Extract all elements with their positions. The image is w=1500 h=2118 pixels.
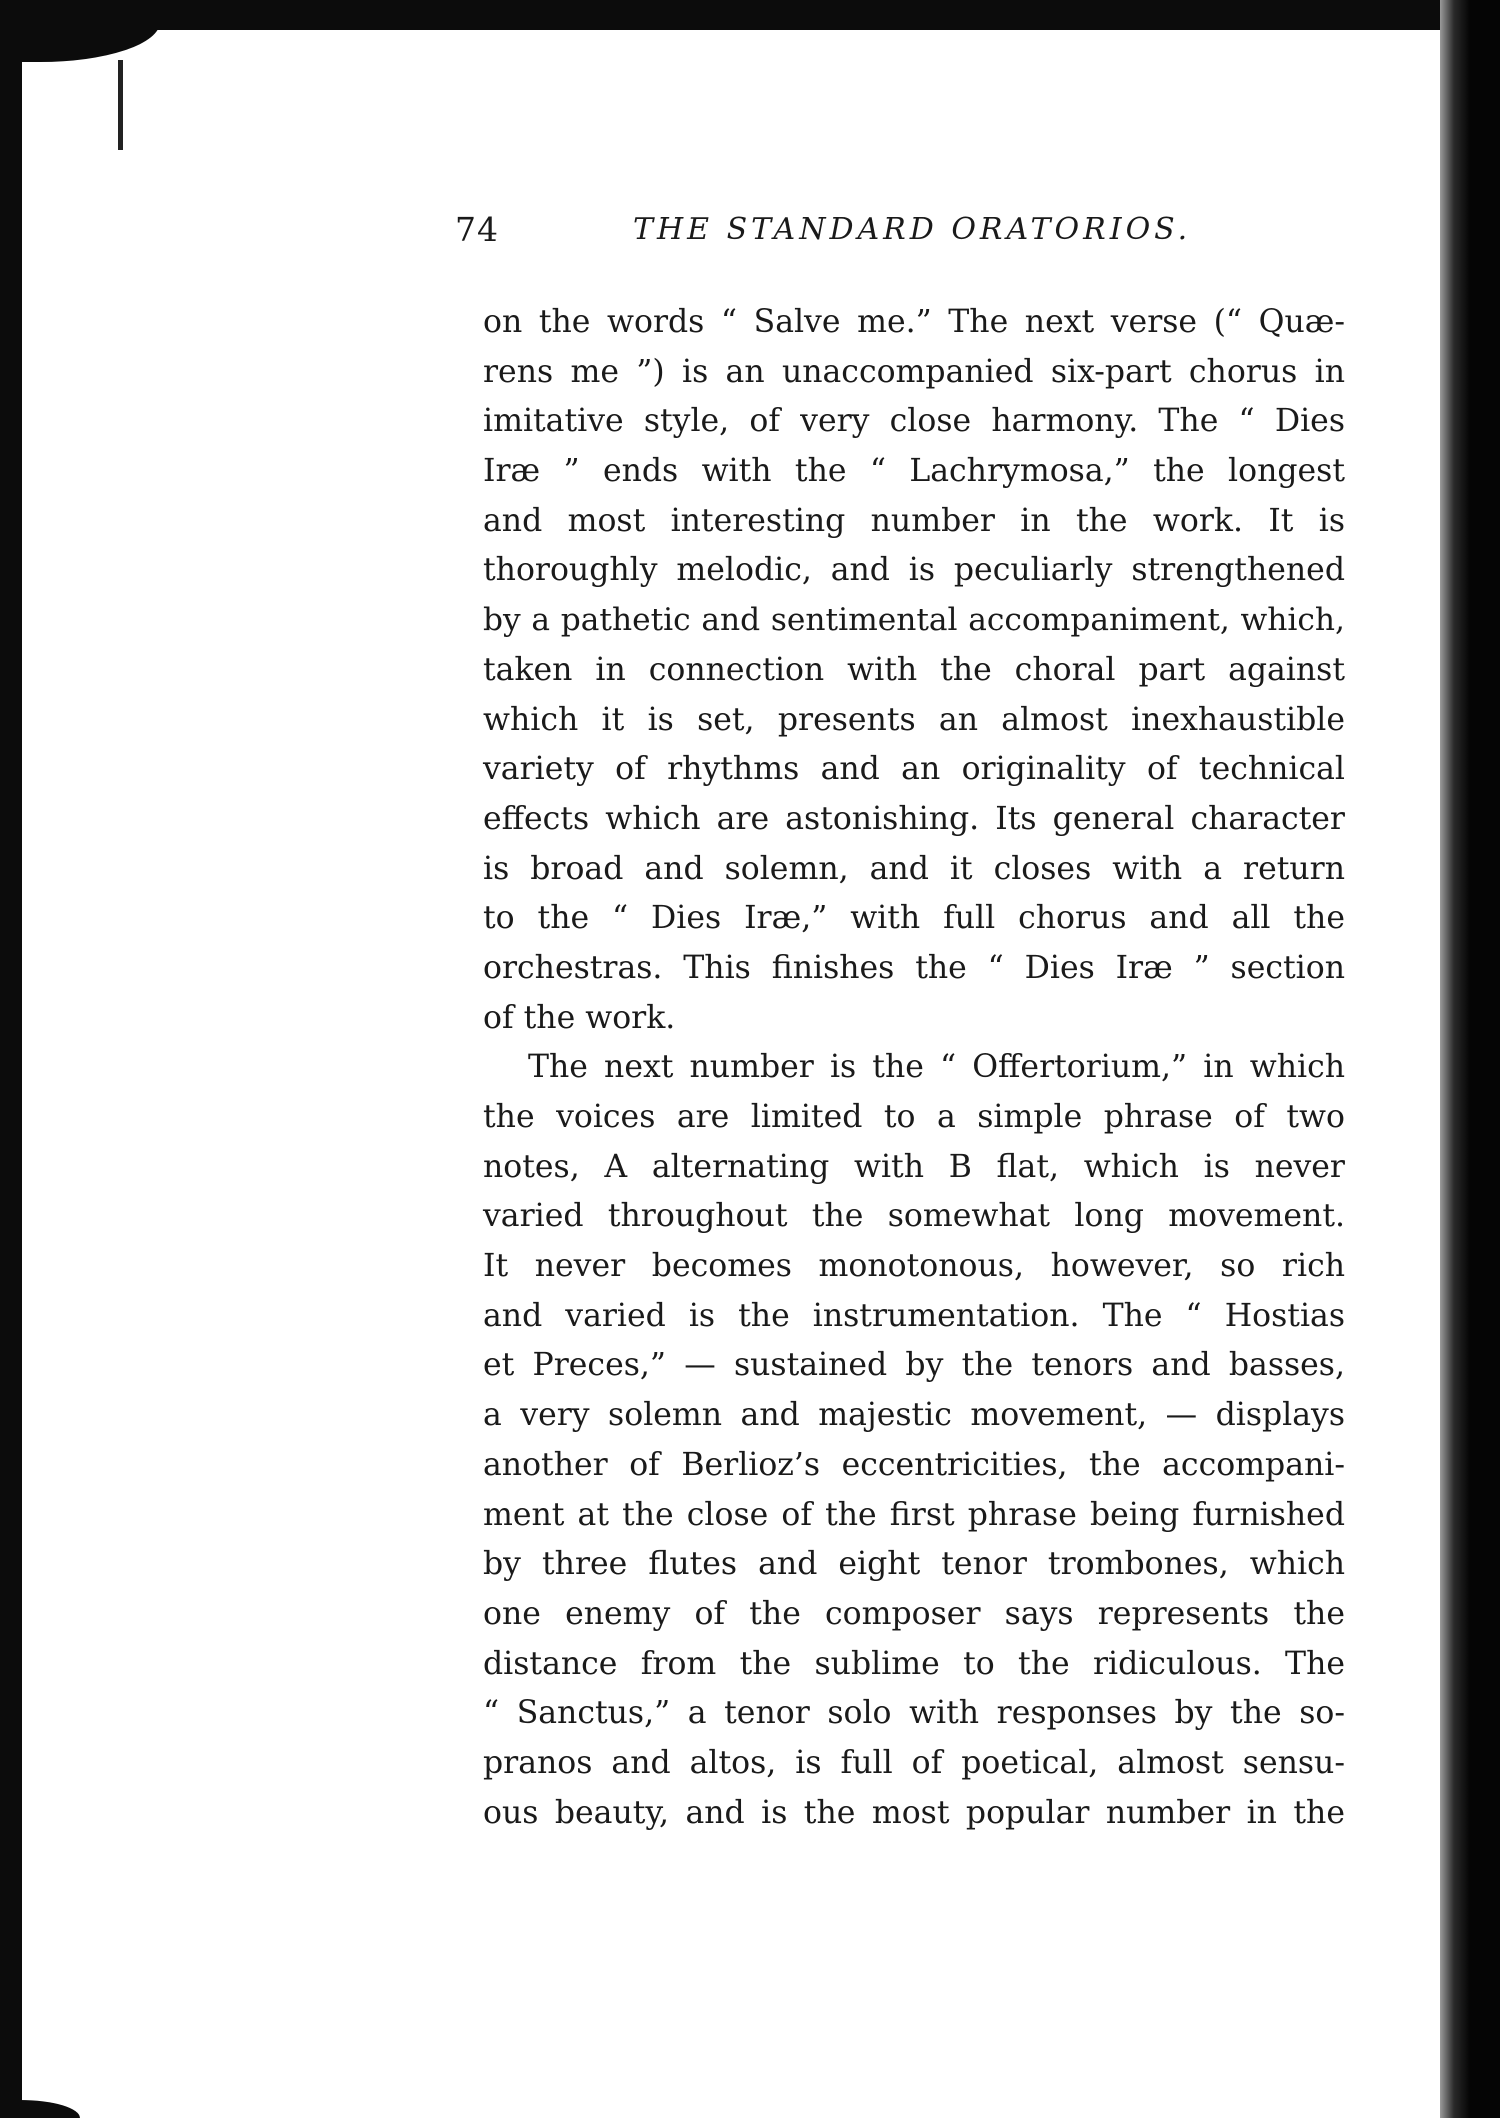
text-line: the voices are limited to a simple phrase of two xyxy=(483,1099,1345,1135)
scan-edge-corner xyxy=(0,22,160,62)
scan-edge-top xyxy=(0,0,1500,30)
text-line: ous beauty, and is the most popular number in the xyxy=(483,1794,1345,1831)
text-line: by three flutes and eight tenor trombones, which xyxy=(483,1546,1345,1583)
text-line: a very solemn and majestic movement, — displays xyxy=(483,1397,1345,1434)
text-line: variety of rhythms and an originality of technical xyxy=(483,751,1345,788)
text-line: to the “ Dies Iræ,” with full chorus and all the xyxy=(483,900,1345,937)
text-line: pranos and altos, is full of poetical, almost sensu- xyxy=(483,1744,1345,1781)
text-line: notes, A alternating with B flat, which is never xyxy=(483,1148,1345,1185)
text-line: It never becomes monotonous, however, so rich xyxy=(483,1248,1345,1285)
text-line: ment at the close of the first phrase being furnished xyxy=(483,1496,1345,1533)
text-line: distance from the sublime to the ridiculous. The xyxy=(483,1645,1345,1682)
text-line: taken in connection with the choral part against xyxy=(483,651,1345,688)
text-line: imitative style, of very close harmony. The “ Dies xyxy=(483,403,1345,440)
text-line: The next number is the “ Offertorium,” in which xyxy=(528,1049,1345,1086)
text-line: and varied is the instrumentation. The “ Hostias xyxy=(483,1297,1345,1334)
text-line: “ Sanctus,” a tenor solo with responses by the so- xyxy=(483,1695,1345,1732)
text-line: thoroughly melodic, and is peculiarly strengthened xyxy=(483,552,1345,589)
text-line: which it is set, presents an almost inexhaustible xyxy=(483,701,1345,738)
binding-mark xyxy=(118,60,123,150)
text-line: of the work. xyxy=(483,999,676,1036)
scan-edge-bottom-corner xyxy=(0,2100,80,2118)
text-line: by a pathetic and sentimental accompaniment, which, xyxy=(483,602,1345,639)
text-line: one enemy of the composer says represents the xyxy=(483,1595,1345,1632)
text-line: varied throughout the somewhat long movement. xyxy=(483,1198,1345,1235)
text-line: and most interesting number in the work. It is xyxy=(483,502,1345,539)
running-header xyxy=(455,210,1325,260)
text-line: another of Berlioz’s eccentricities, the accompani- xyxy=(483,1446,1345,1483)
text-line: on the words “ Salve me.” The next verse (“ Quæ- xyxy=(483,304,1345,340)
page-number: 74 xyxy=(455,210,499,249)
paragraph-1 xyxy=(483,298,1345,1043)
scan-edge-right xyxy=(1440,0,1500,2118)
text-line: Iræ ” ends with the “ Lachrymosa,” the longest xyxy=(483,453,1345,490)
paragraph-2 xyxy=(483,1043,1345,1838)
running-title: THE STANDARD ORATORIOS. xyxy=(633,212,1192,247)
text-line: orchestras. This finishes the “ Dies Iræ ” section xyxy=(483,949,1345,986)
text-line: et Preces,” — sustained by the tenors and basses, xyxy=(483,1347,1345,1384)
text-line: rens me ”) is an unaccompanied six-part chorus in xyxy=(483,353,1345,390)
text-line: effects which are astonishing. Its general character xyxy=(483,800,1345,837)
text-line: is broad and solemn, and it closes with a return xyxy=(483,850,1345,887)
body-text xyxy=(483,298,1345,1838)
scan-edge-left xyxy=(0,0,22,2118)
